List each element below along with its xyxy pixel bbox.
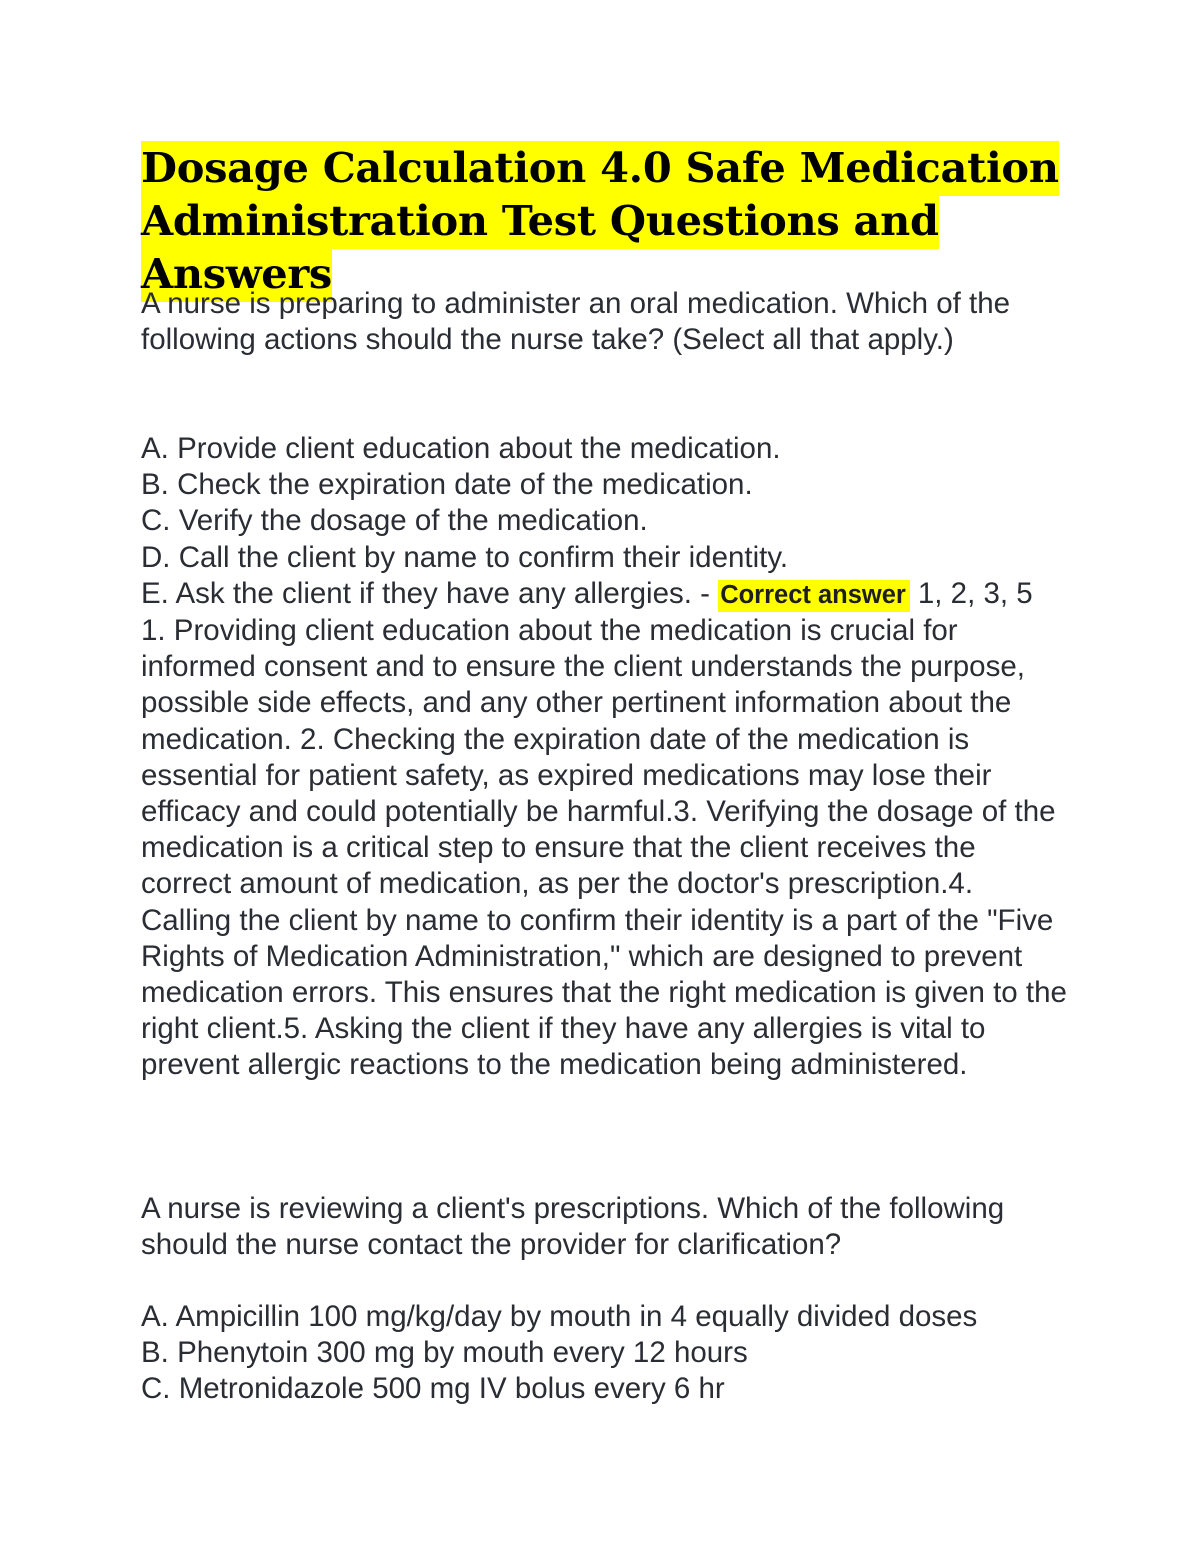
question-1-stem-text: A nurse is preparing to administer an oral medication. Which of the following actions should the nurse take? (Select all that apply.) [141,287,1011,357]
question-2-stem [141,1191,1071,1263]
question-1-rationale: 1. Providing client education about the medication is crucial for informed consent and to ensure the client understands the purpose, possible side effects, and any other pertinent information about the medication. 2. Checking the expiration date of the medication is essential for patient safety, as expired medications may lose their efficacy and could potentially be harmful.3. Verifying the dosage of the medication is a critical step to ensure that the client receives the correct amount of medication, as per the doctor's prescription.4. Calling the client by name to confirm their identity is a part of the "Five Rights of Medication Administration," which are designed to prevent medication errors. This ensures that the right medication is given to the right client.5. Asking the client if they have any allergies is vital to prevent allergic reactions to the medication being administered. [141,614,1067,1082]
question-1-options [141,431,1071,1084]
question-1-option-d: D. Call the client by name to confirm their identity. [141,540,789,574]
question-2-option-c: C. Metronidazole 500 mg IV bolus every 6 hr [141,1372,725,1406]
title-line-2: Administration Test Questions and Answers [141,194,939,302]
question-2-options [141,1299,1071,1408]
question-1-option-e-answer [141,576,1071,613]
question-1-option-a: A. Provide client education about the medication. [141,432,781,465]
correct-answer-label: Correct answer [718,580,910,612]
question-1-stem [141,286,1071,358]
question-2-option-b: B. Phenytoin 300 mg by mouth every 12 hours [141,1336,748,1370]
question-1-option-b: B. Check the expiration date of the medication. [141,468,753,502]
question-2-stem-text: A nurse is reviewing a client's prescriptions. Which of the following should the nurse contact the provider for clarification? [141,1192,1005,1262]
title-line-1: Dosage Calculation 4.0 Safe Medication [141,141,1059,196]
question-1-option-c: C. Verify the dosage of the medication. [141,504,648,538]
correct-answer-value: 1, 2, 3, 5 [917,576,1033,610]
question-1-option-e: E. Ask the client if they have any allergies. - [141,576,710,610]
document-title [141,141,1101,300]
question-2-option-a: A. Ampicillin 100 mg/kg/day by mouth in 4 equally divided doses [141,1300,978,1333]
